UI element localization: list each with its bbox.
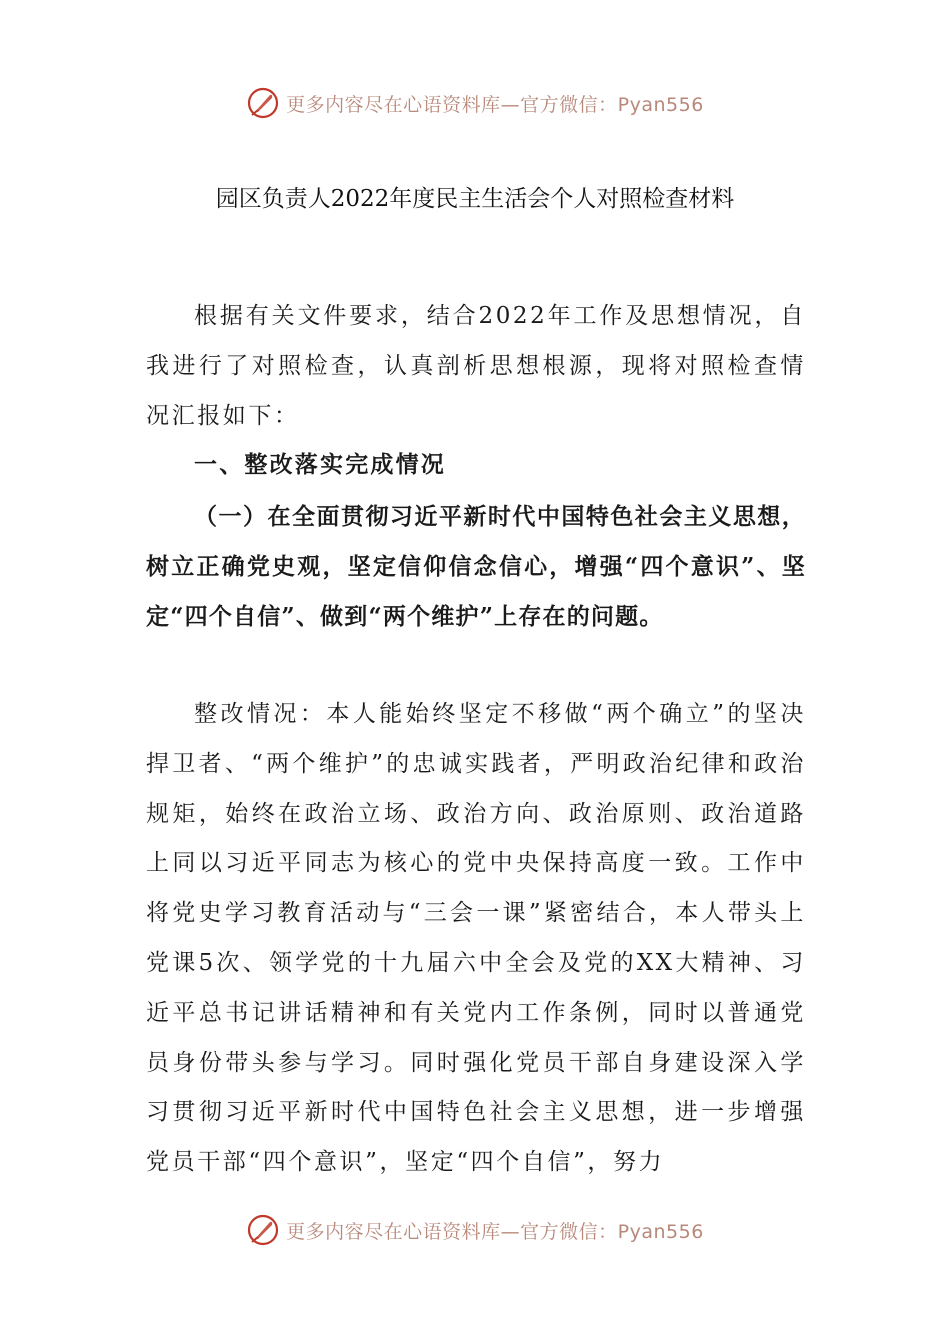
section-heading: 一、整改落实完成情况 [194, 451, 446, 478]
document-title: 园区负责人2022年度民主生活会个人对照检查材料 [215, 186, 735, 212]
intro-paragraph: 根据有关文件要求，结合2022年工作及思想情况，自我进行了对照检查，认真剖析思想根源，现将对照检查情况汇报如下： [146, 303, 806, 429]
rectification-paragraph: 整改情况：本人能始终坚定不移做“两个确立”的坚决捍卫者、“两个维护”的忠诚实践者，严明政治纪律和政治规矩，始终在政治立场、政治方向、政治原则、政治道路上同以习近平同志为核心的党中央保持高度一致。工作中将党史学习教育活动与“三会一课”紧密结合，本人带头上党课5次、领学党的十九届六中全会及党的XX大精神、习近平总书记讲话精神和有关党内工作条例，同时以普通党员身份带头参与学习。同时强化党员干部自身建设深入学习贯彻习近平新时代中国特色社会主义思想，进一步增强党员干部“四个意识”，坚定“四个自信”，努力 [146, 701, 806, 1176]
subsection-heading: （一）在全面贯彻习近平新时代中国特色社会主义思想，树立正确党史观，坚定信仰信念信心，增强“四个意识”、坚定“四个自信”、做到“两个维护”上存在的问题。 [146, 503, 806, 630]
feather-pen-logo-icon [246, 1213, 280, 1247]
watermark-header [0, 83, 950, 123]
watermark-text: 更多内容尽在心语资料库—官方微信：Pyan556 [286, 1220, 704, 1243]
feather-pen-logo-icon [246, 86, 280, 120]
watermark-text: 更多内容尽在心语资料库—官方微信：Pyan556 [286, 93, 704, 116]
watermark-footer [0, 1210, 950, 1250]
